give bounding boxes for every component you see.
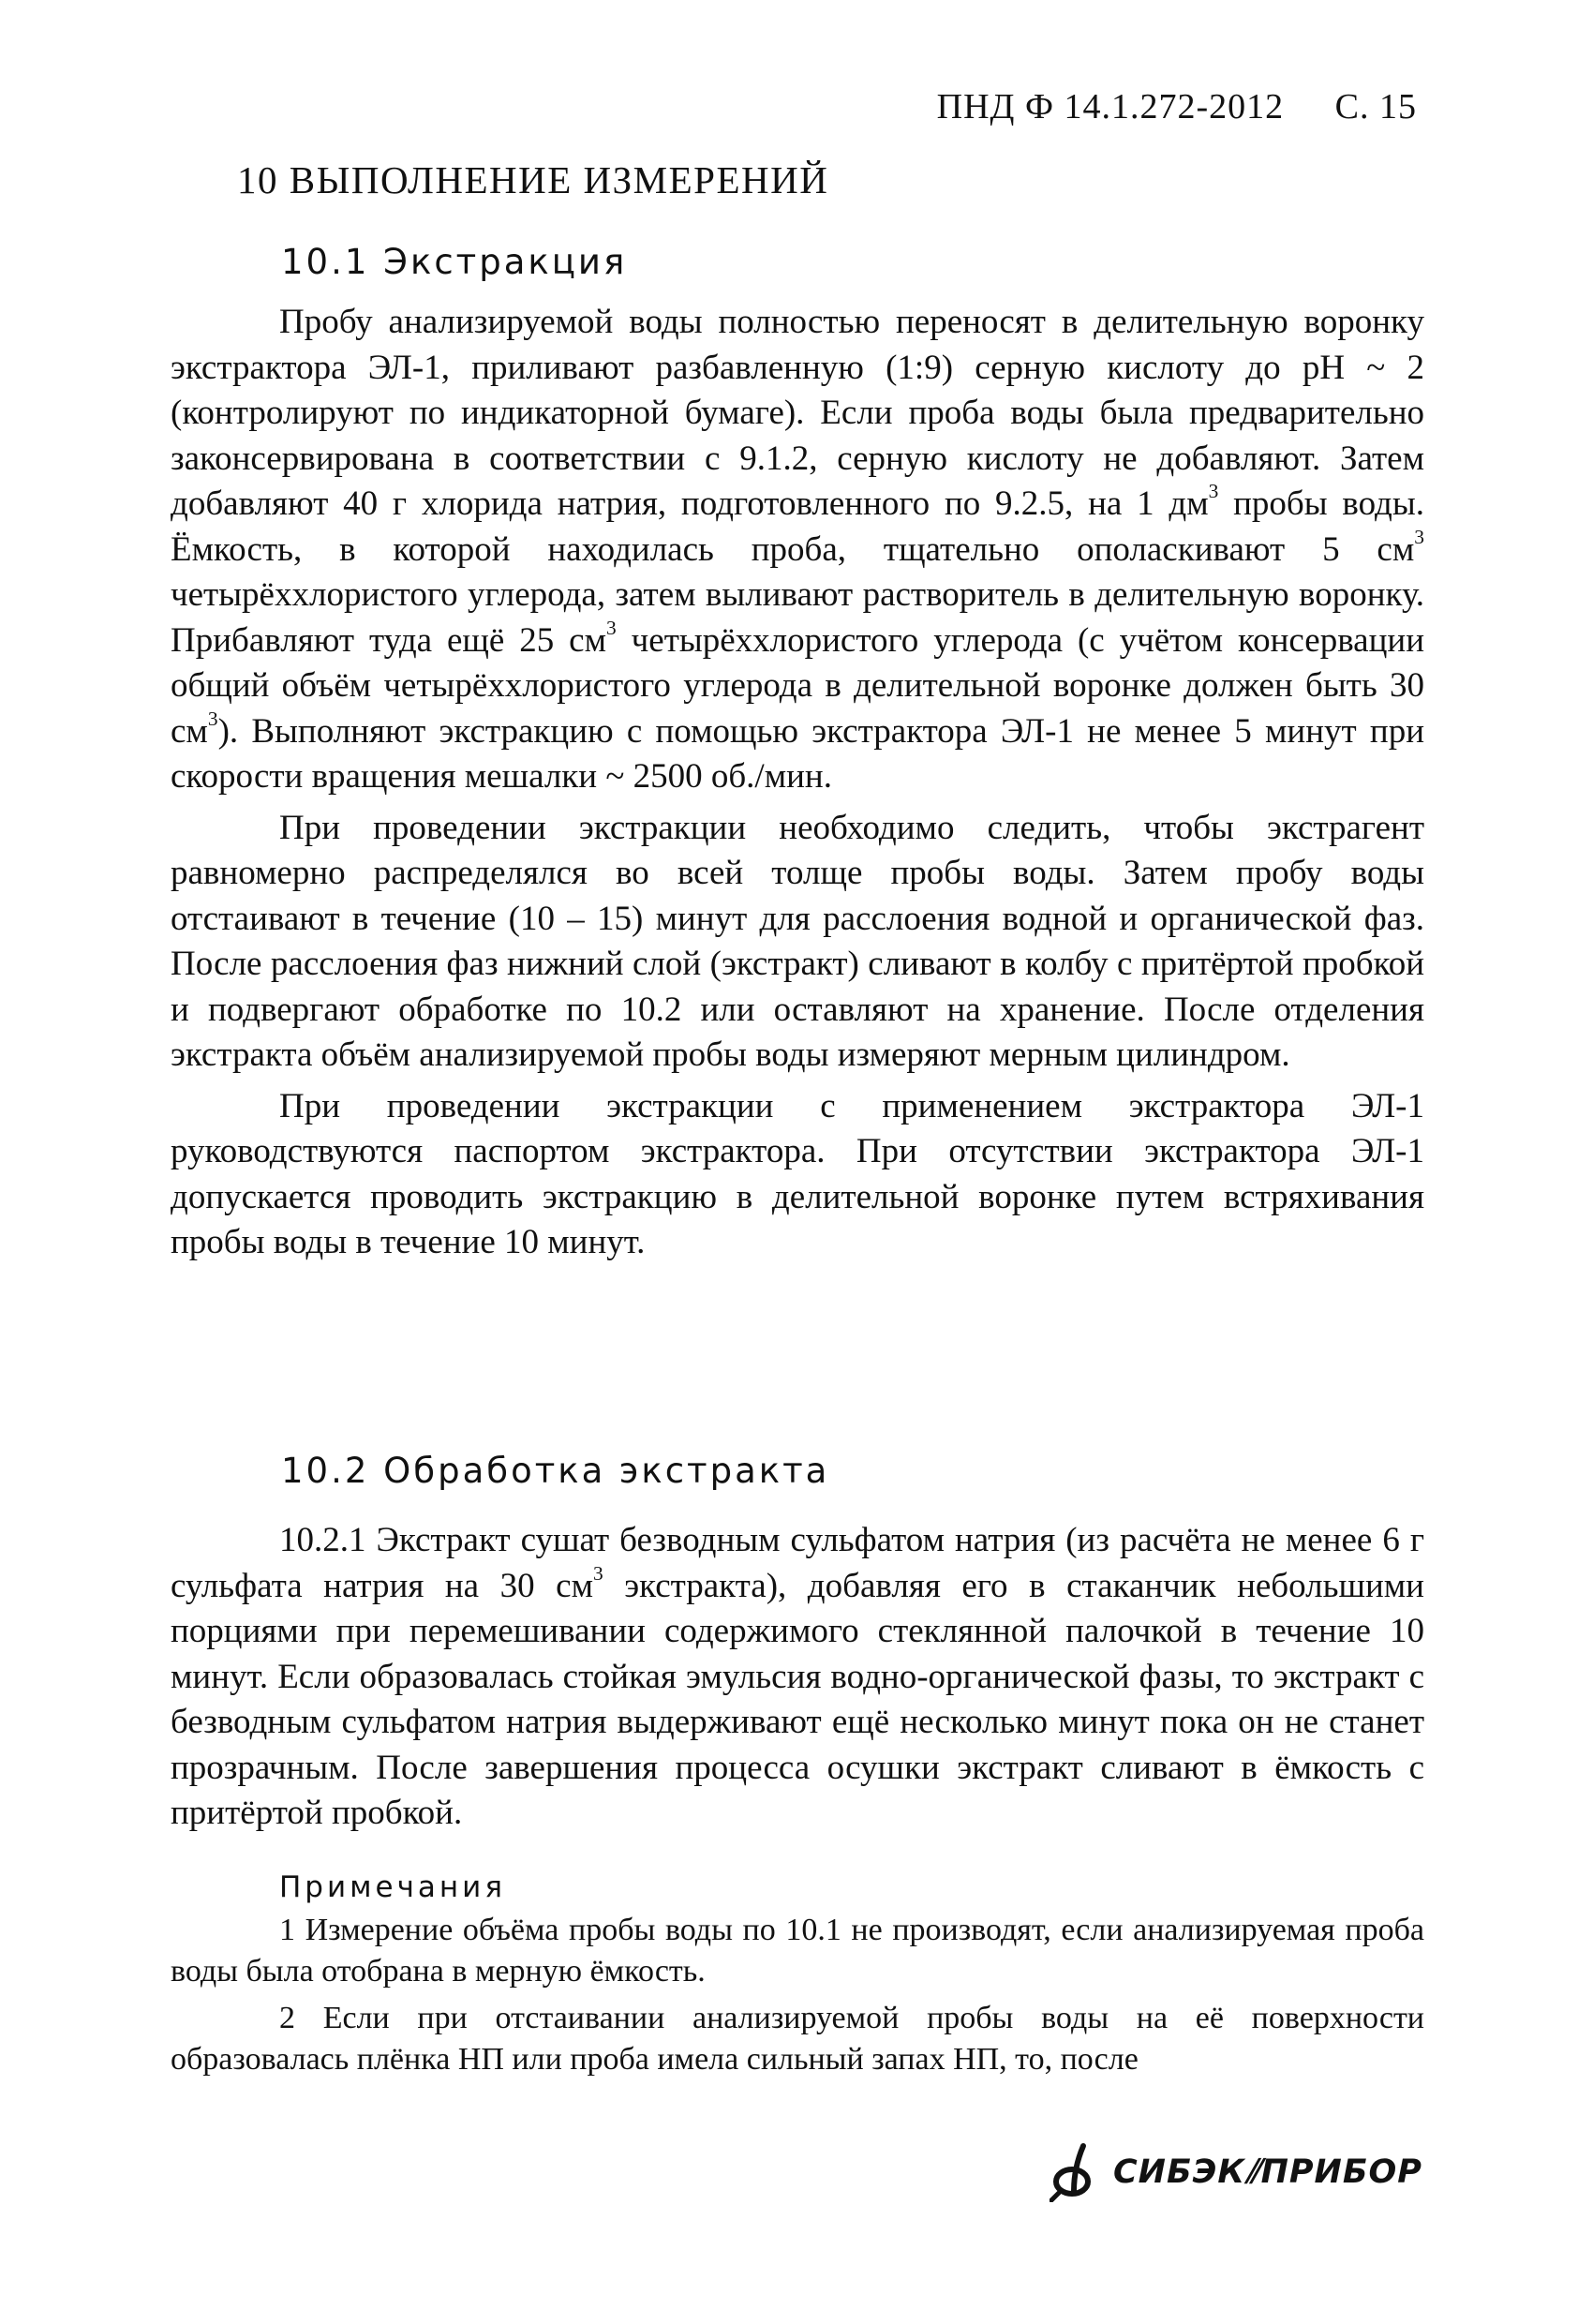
subsection-title-processing: 10.2 Обработка экстракта [281,1451,830,1491]
notes-list [171,1910,1424,2086]
extraction-paragraph-1: Пробу анализируемой воды полностью переносят в делительную воронку экстрактора ЭЛ-1, приливают разбавленную (1:9) серную кислоту до pH ~ 2 (контролируют по индикаторной бумаге). Если проба воды была предварительно законсервирована в соответствии с 9.1.2, серную кислоту не добавляют. Затем добавляют 40 г хлорида натрия, подготовленного по 9.2.5, на 1 $дм^3$ пробы воды. Ёмкость, в которой находилась проба, тщательно ополаскивают 5 $см^3$ четырёххлористого углерода, затем выливают растворитель в делительную воронку. Прибавляют туда ещё 25 $см^3$ четырёххлористого углерода (с учётом консервации общий объём четырёххлористого углерода в делительной воронке должен быть 30 $см^3$). Выполняют экстракцию с помощью экстрактора ЭЛ-1 не менее 5 минут при скорости вращения мешалки ~ 2500 об./мин. [171,303,1424,796]
brand-footer [1050,2142,1422,2202]
brand-name: СИБЭК⫽ПРИБОР [1113,2153,1422,2191]
sibekpribor-logo-icon [1050,2142,1106,2202]
extraction-paragraph-3: При проведении экстракции с применением экстрактора ЭЛ-1 руководствуются паспортом экстрактора. При отсутствии экстрактора ЭЛ-1 допускается проводить экстракцию в делительной воронке путем встряхивания пробы воды в течение 10 минут. [171,1086,1424,1261]
section-title: 10 ВЫПОЛНЕНИЕ ИЗМЕРЕНИЙ [237,158,829,201]
note-item: 1 Измерение объёма пробы воды по 10.1 не производят, если анализируемая проба воды была отобрана в мерную ёмкость. [171,1913,1424,1989]
processing-paragraph-1: 10.2.1 Экстракт сушат безводным сульфатом натрия (из расчёта не менее 6 г сульфата натрия на 30 $см^3$ экстракта), добавляя его в стаканчик небольшими порциями при перемешивании содержимого стеклянной палочкой в течение 10 минут. Если образовалась стойкая эмульсия водно-органической фазы, то экстракт с безводным сульфатом натрия выдерживают ещё несколько минут пока он не станет прозрачным. После завершения процесса осушки экстракт сливают в ёмкость с притёртой пробкой. [171,1521,1424,1832]
brand-separator-icon: ⫽ [1244,2153,1261,2191]
document-code: ПНД Ф 14.1.272-2012 [936,87,1285,127]
processing-text [171,1518,1424,1837]
note-item: 2 Если при отстаивании анализируемой пробы воды на её поверхности образовалась плёнка НП или проба имела сильный запах НП, то, после [171,2001,1424,2077]
subsection-title-extraction: 10.1 Экстракция [281,242,628,282]
page-number: С. 15 [1334,87,1417,127]
extraction-paragraph-2: При проведении экстракции необходимо следить, чтобы экстрагент равномерно распределялся во всей толще пробы воды. Затем пробу воды отстаивают в течение (10 – 15) минут для расслоения водной и органической фаз. После расслоения фаз нижний слой (экстракт) сливают в колбу с притёртой пробкой и подвергают обработке по 10.2 или оставляют на хранение. После отделения экстракта объём анализируемой пробы воды измеряют мерным цилиндром. [171,808,1424,1074]
extraction-text [171,300,1424,1266]
page-header [937,86,1417,127]
notes-title: Примечания [279,1870,506,1904]
